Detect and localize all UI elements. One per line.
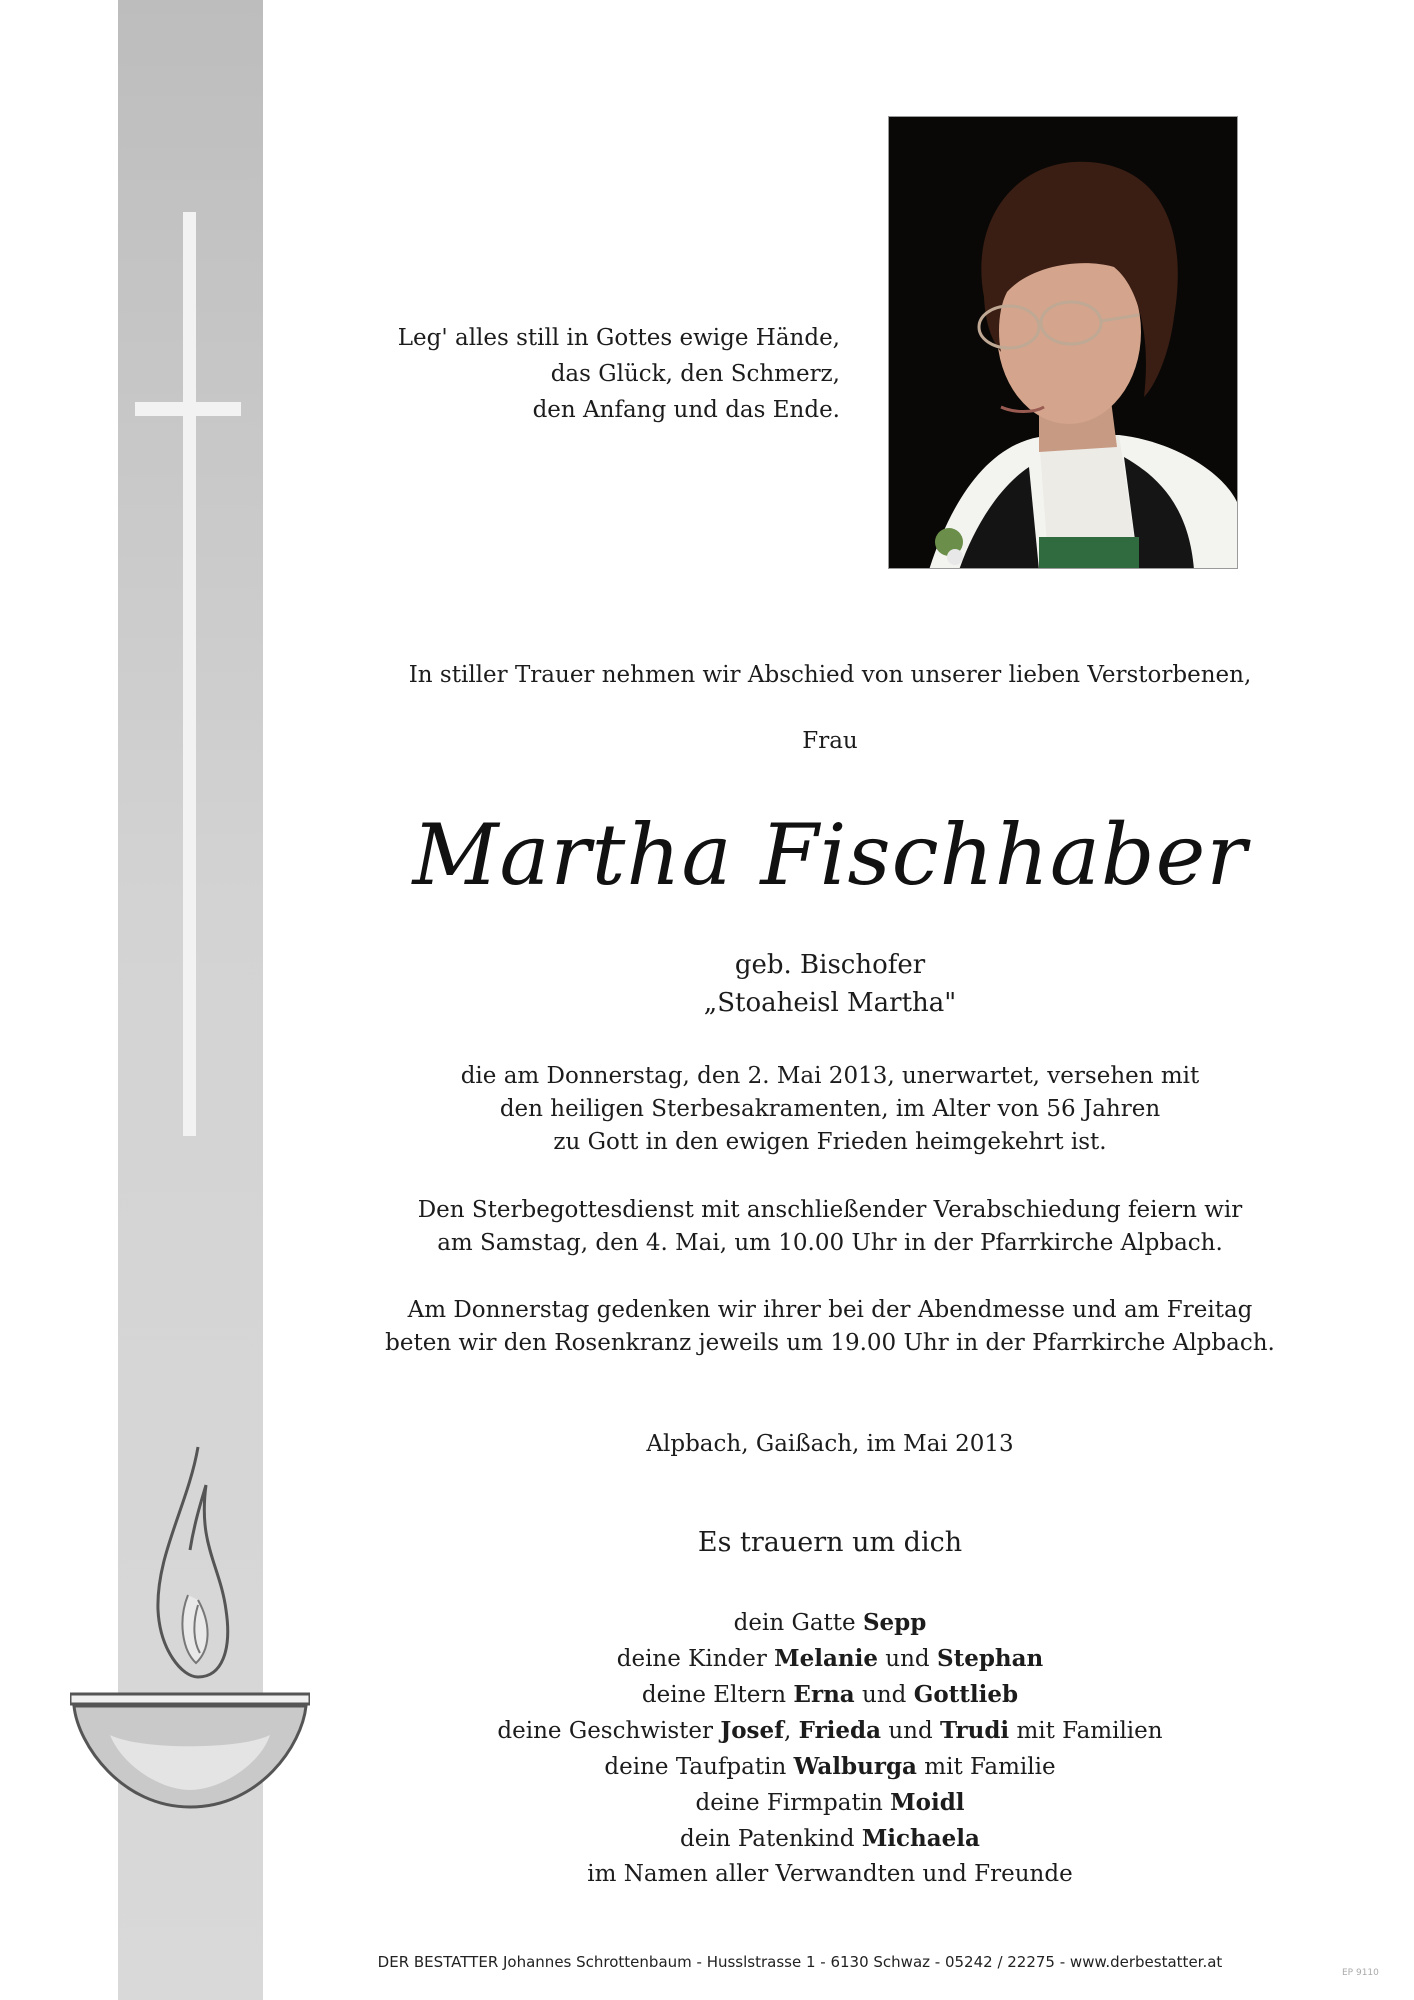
mourner-line (380, 1677, 1280, 1713)
paragraph-line: am Samstag, den 4. Mai, um 10.00 Uhr in der Pfarrkirche Alpbach. (437, 1230, 1223, 1256)
mourner-relation: deine Firmpatin (695, 1790, 891, 1816)
mourner-line (380, 1641, 1280, 1677)
mourner-name: Trudi (940, 1717, 1010, 1744)
mourner-name: Moidl (890, 1789, 965, 1816)
mourner-relation: mit Familien (1009, 1718, 1163, 1744)
mourner-relation: im Namen aller Verwandten und Freunde (587, 1861, 1073, 1887)
paragraph-line: Den Sterbegottesdienst mit anschließender Verabschiedung feiern wir (417, 1197, 1243, 1223)
paragraph-line: zu Gott in den ewigen Frieden heimgekehrt ist. (553, 1129, 1107, 1155)
footer-undertaker: DER BESTATTER Johannes Schrottenbaum - Husslstrasse 1 - 6130 Schwaz - 05242 / 22275 - www.derbestatter.at (377, 1953, 1223, 1971)
mourner-name: Melanie (774, 1645, 878, 1672)
mourners-list (380, 1605, 1280, 1892)
mourner-line (380, 1785, 1280, 1821)
mourner-name: Josef (720, 1717, 785, 1744)
mourner-relation: deine Eltern (641, 1682, 794, 1708)
mourner-line (380, 1857, 1280, 1892)
cross-icon-bar (135, 402, 241, 416)
mourner-name: Erna (793, 1681, 855, 1708)
candle-bowl-icon (70, 1445, 310, 1810)
verse-line: das Glück, den Schmerz, (550, 361, 840, 387)
reference-code: EP 9110 (1342, 1968, 1379, 1978)
paragraph-line: den heiligen Sterbesakramenten, im Alter von 56 Jahren (499, 1096, 1161, 1122)
deceased-name: Martha Fischhaber (412, 806, 1248, 904)
mourner-relation: , (784, 1718, 799, 1744)
death-paragraph (380, 1060, 1280, 1159)
birth-name: geb. Bischofer (734, 950, 926, 980)
rosary-paragraph (380, 1294, 1280, 1360)
mourners-title: Es trauern um dich (697, 1527, 963, 1558)
mourner-relation: deine Geschwister (497, 1718, 721, 1744)
mourner-relation: und (881, 1718, 941, 1744)
mourner-relation: dein Patenkind (680, 1826, 862, 1852)
mourner-line (380, 1605, 1280, 1641)
paragraph-line: beten wir den Rosenkranz jeweils um 19.00 Uhr in der Pfarrkirche Alpbach. (385, 1330, 1275, 1356)
mourner-relation: deine Taufpatin (604, 1754, 794, 1780)
funeral-service-paragraph (380, 1194, 1280, 1260)
mourner-name: Walburga (793, 1753, 917, 1780)
mourner-relation: und (877, 1646, 937, 1672)
mourner-line (380, 1821, 1280, 1857)
salutation: Frau (802, 728, 858, 754)
intro-text: In stiller Trauer nehmen wir Abschied von unserer lieben Verstorbenen, (408, 662, 1252, 688)
mourner-relation: und (854, 1682, 914, 1708)
mourner-name: Stephan (936, 1645, 1044, 1672)
mourner-name: Gottlieb (913, 1681, 1019, 1708)
mourner-name: Sepp (862, 1609, 927, 1636)
paragraph-line: Am Donnerstag gedenken wir ihrer bei der Abendmesse und am Freitag (407, 1297, 1253, 1323)
paragraph-line: die am Donnerstag, den 2. Mai 2013, unerwartet, versehen mit (460, 1063, 1200, 1089)
verse-line: Leg' alles still in Gottes ewige Hände, (397, 325, 840, 351)
place-date: Alpbach, Gaißach, im Mai 2013 (646, 1431, 1014, 1457)
mourner-name: Frieda (798, 1717, 882, 1744)
cross-icon (183, 212, 196, 1136)
mourner-relation: mit Familie (916, 1754, 1056, 1780)
portrait-photo (888, 116, 1238, 569)
mourner-line (380, 1713, 1280, 1749)
mourner-line (380, 1749, 1280, 1785)
mourner-relation: dein Gatte (733, 1610, 863, 1636)
mourner-relation: deine Kinder (616, 1646, 775, 1672)
verse (320, 320, 840, 428)
nickname: „Stoaheisl Martha" (703, 988, 957, 1018)
verse-line: den Anfang und das Ende. (532, 397, 840, 423)
mourner-name: Michaela (861, 1825, 980, 1852)
